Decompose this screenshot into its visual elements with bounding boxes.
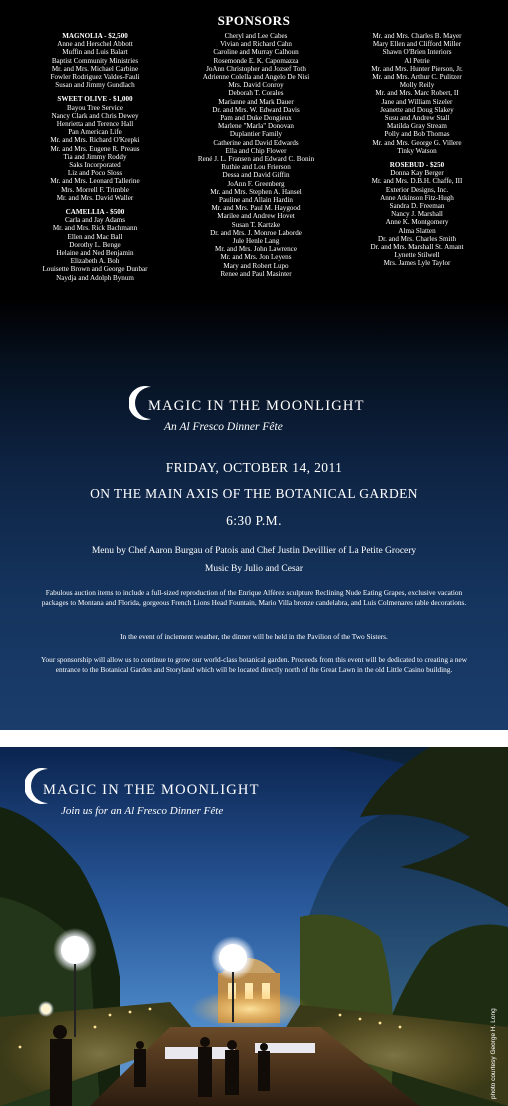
- photo-subtitle: Join us for an Al Fresco Dinner Fête: [61, 805, 224, 817]
- sponsor-name: Exterior Designs, Inc.: [385, 185, 449, 194]
- sponsor-name: Mr. and Mrs. Rick Bachmann: [52, 224, 138, 233]
- sponsorship-note: Your sponsorship will allow us to continue to grow our world-class botanical garden. Proceeds from this event will be dedicated to creating a new entrance to the Botanical Garden and Storyland which will be located directly north of the Great Lawn in the old Little Casino building.: [40, 655, 468, 674]
- sponsor-name: Anne K. Montgomery: [385, 218, 449, 227]
- sponsor-name: Henrietta and Terence Hall: [56, 120, 134, 129]
- sponsor-name: Liz and Poco Sloss: [67, 169, 123, 178]
- sponsor-name: Mrs. Morrell F. Trimble: [61, 185, 129, 194]
- sponsor-name: Susan and Jimmy Gundlach: [55, 81, 135, 90]
- sponsor-name: Anne Atkinson Fitz-Hugh: [380, 193, 454, 202]
- sponsor-name: Susan T. Kartzke: [231, 220, 281, 229]
- sponsor-name: Pan American Life: [68, 128, 122, 137]
- sponsor-name: Dorothy L. Benge: [69, 240, 121, 249]
- sponsor-name: Elizabeth A. Boh: [70, 257, 120, 266]
- sponsor-name: Polly and Bob Thomas: [384, 130, 450, 139]
- sponsor-tier-heading: ROSEBUD - $250: [389, 161, 445, 170]
- sponsor-name: Susu and Andrew Stall: [384, 114, 450, 123]
- sponsor-tier-heading: MAGNOLIA - $2,500: [62, 32, 128, 40]
- sponsor-name: Al Petrie: [404, 56, 430, 65]
- sponsor-name: Ruthie and Lou Frierson: [221, 163, 291, 172]
- sponsor-name: Catherine and David Edwards: [213, 138, 299, 147]
- sponsor-name: Mr. and Mrs. John Lawrence: [215, 245, 297, 254]
- sponsor-name: Marlene "Marla" Donovan: [218, 122, 294, 131]
- garden-photo: [0, 747, 508, 1106]
- sponsor-name: Donna Kay Berger: [390, 169, 444, 178]
- music-credit: Music By Julio and Cesar: [204, 564, 304, 574]
- sponsor-name: Sandra D. Freeman: [389, 202, 445, 211]
- sponsor-name: Jule Henle Lang: [232, 237, 280, 246]
- sponsor-name: Shawn O'Brien Interiors: [382, 48, 452, 57]
- sponsor-name: Marianne and Mark Dauer: [218, 97, 294, 106]
- sponsor-name: Carla and Jay Adams: [64, 216, 126, 225]
- sponsor-name: Ellen and Mac Ball: [67, 232, 123, 241]
- sponsor-tier-heading: CAMELLIA - $500: [65, 208, 125, 217]
- sponsors-heading: SPONSORS: [217, 13, 291, 28]
- sponsor-name: Mr. and Mrs. Richard O'Krepki: [50, 136, 140, 145]
- sponsor-name: Baptist Community Ministries: [51, 56, 139, 65]
- sponsor-name: Ella and Chip Flower: [225, 146, 287, 155]
- sponsor-name: Pauline and Allain Hardin: [219, 196, 293, 205]
- sponsor-name: Deborah T. Corales: [228, 89, 284, 98]
- sponsor-name: Helaine and Ned Benjamin: [56, 249, 134, 258]
- sponsor-name: Mary Ellen and Clifford Miller: [372, 40, 462, 49]
- sponsor-name: Anne and Herschel Abbott: [57, 40, 133, 49]
- sponsor-name: Adrienne Colella and Angelo De Nisi: [202, 73, 310, 82]
- sponsor-name: Mr. and Mrs. George G. Villere: [372, 138, 462, 147]
- garden-night-illustration: [0, 747, 508, 1106]
- sponsor-name: Mr. and Mrs. David Waller: [56, 193, 134, 202]
- sponsor-name: Mr. and Mrs. Stephen A. Hansel: [210, 187, 302, 196]
- sponsor-name: Jeanette and Doug Slakey: [380, 105, 454, 114]
- event-title: MAGIC IN THE MOONLIGHT: [148, 398, 365, 414]
- sponsor-name: Cheryl and Lee Cabes: [224, 32, 288, 40]
- event-subtitle: An Al Fresco Dinner Fête: [164, 421, 283, 433]
- sponsor-name: Mrs. James Lyle Taylor: [383, 259, 451, 268]
- sponsor-name: Tia and Jimmy Roddy: [63, 152, 127, 161]
- sponsor-name: Mrs. David Conroy: [228, 81, 284, 90]
- sponsor-name: Lynette Stilwell: [394, 251, 440, 260]
- sponsor-name: Mr. and Mrs. Charles B. Mayer: [372, 32, 462, 40]
- sponsor-name: Dr. and Mrs. J. Monroe Laborde: [210, 228, 302, 237]
- sponsor-column-3: [342, 32, 492, 268]
- sponsor-name: Nancy J. Marshall: [391, 210, 443, 219]
- sponsor-name: Matilda Gray Stream: [387, 122, 447, 131]
- sponsor-name: Mr. and Mrs. Arthur C. Pulitzer: [372, 73, 462, 82]
- sponsor-name: René J. L. Fransen and Edward C. Bonin: [197, 155, 315, 164]
- sponsor-name: JoAnn Christopher and Jozsef Toth: [206, 64, 306, 73]
- sponsor-name: Louisette Brown and George Dunbar: [42, 265, 148, 274]
- sponsor-name: Alma Slatten: [398, 226, 436, 235]
- sponsor-name: Mr. and Mrs. D.B.H. Chaffe, III: [371, 177, 463, 186]
- sponsor-name: Naydja and Adolph Bynum: [56, 273, 134, 282]
- sponsor-name: Mary and Robert Lupo: [223, 261, 289, 270]
- sponsor-name: Caroline and Murray Calhoun: [213, 48, 299, 57]
- sponsor-name: Marilee and Andrew Hovet: [217, 212, 295, 221]
- sponsor-name: Tinky Watson: [397, 146, 437, 155]
- sponsor-name: Jane and William Sizeler: [381, 97, 453, 106]
- sponsor-name: Vivian and Richard Cahn: [220, 40, 292, 49]
- sponsor-column-2: [170, 32, 342, 278]
- sponsor-name: Mr. and Mrs. Marc Robert, II: [375, 89, 459, 98]
- sponsor-name: Mr. and Mrs. Jon Leyens: [220, 253, 292, 262]
- sponsor-name: Bayou Tree Service: [67, 103, 123, 112]
- sponsor-name: Saks Incorporated: [69, 161, 121, 170]
- sponsor-name: Mr. and Mrs. Eugene R. Preaus: [50, 144, 140, 153]
- sponsor-name: Muffin and Luis Balart: [62, 48, 128, 57]
- sponsor-name: Mr. and Mrs. Michael Carbine: [51, 64, 139, 73]
- sponsor-name: Renee and Paul Masinter: [220, 269, 292, 278]
- sponsor-tier-heading: SWEET OLIVE - $1,000: [57, 95, 133, 104]
- menu-credit: Menu by Chef Aaron Burgau of Patois and Chef Justin Devillier of La Petite Grocery: [91, 546, 417, 556]
- sponsor-name: Fowler Rodriguez Valdes-Fauli: [50, 73, 140, 82]
- photo-title: MAGIC IN THE MOONLIGHT: [43, 782, 260, 798]
- sponsor-name: Dr. and Mrs. W. Edward Davis: [212, 105, 300, 114]
- sponsor-column-1: [20, 32, 170, 282]
- sponsor-name: Molly Reily: [399, 81, 435, 90]
- event-time: 6:30 P.M.: [226, 513, 282, 528]
- event-date: FRIDAY, OCTOBER 14, 2011: [165, 460, 343, 475]
- sponsor-name: JoAnn F. Greenberg: [227, 179, 285, 188]
- weather-notice: In the event of inclement weather, the dinner will be held in the Pavilion of the Two Sisters.: [120, 632, 388, 641]
- sponsor-name: Mr. and Mrs. Hunter Pierson, Jr.: [371, 64, 463, 73]
- sponsor-name: Mr. and Mrs. Paul M. Haygood: [211, 204, 301, 213]
- sponsor-name: Duplantier Family: [229, 130, 283, 139]
- auction-description: Fabulous auction items to include a full-sized reproduction of the Enrique Alférez sculpture Reclining Nude Eating Grapes, exclusive vacation packages to Montana and Florida, gorgeous French Lions Head Fountain, Mario Villa bronze candelabra, and Luis Colmenares table decorations.: [41, 588, 467, 607]
- sponsor-name: Dr. and Mrs. Marshall St. Amant: [370, 243, 464, 252]
- sponsor-name: Dessa and David Giffin: [222, 171, 290, 180]
- sponsor-name: Nancy Clark and Chris Dewey: [51, 111, 139, 120]
- sponsor-name: Pam and Duke Dongieux: [220, 114, 292, 123]
- sponsor-name: Mr. and Mrs. Leonard Tallerine: [50, 177, 140, 186]
- sponsor-name: Rosemonde E. K. Capomazza: [213, 56, 299, 65]
- event-location: ON THE MAIN AXIS OF THE BOTANICAL GARDEN: [90, 486, 418, 501]
- sponsor-name: Dr. and Mrs. Charles Smith: [377, 234, 457, 243]
- photo-credit: photo courtesy George H. Long: [490, 1008, 497, 1099]
